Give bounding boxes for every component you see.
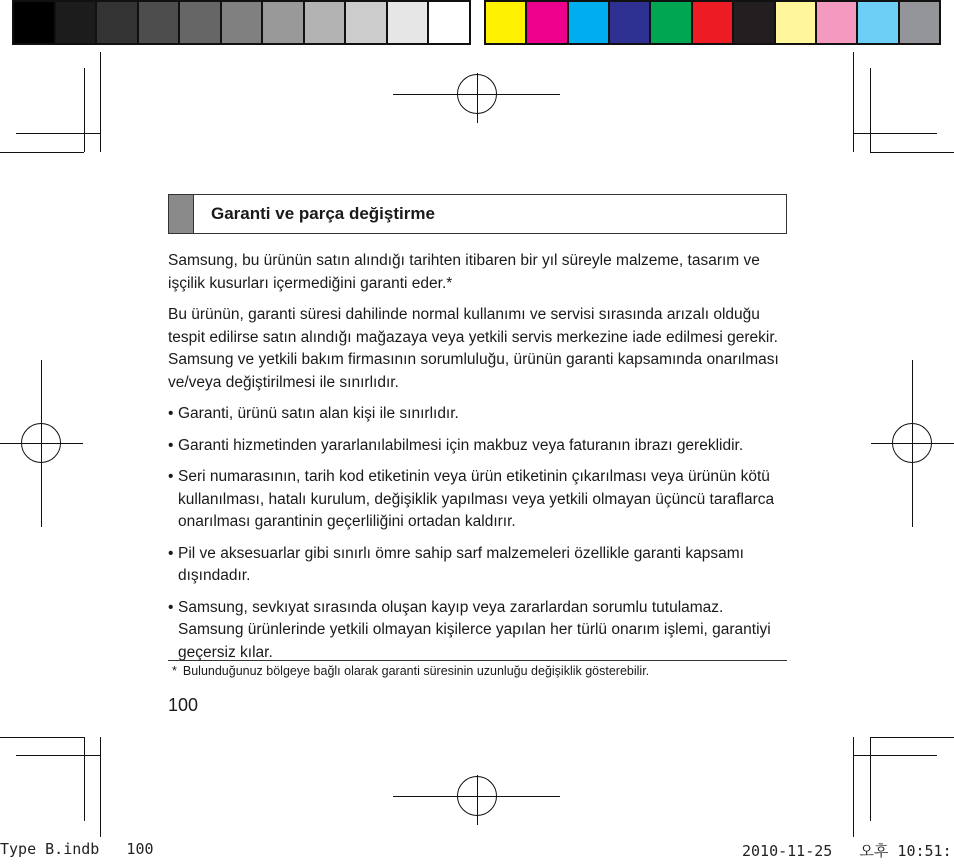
grayscale-color-bar <box>12 0 471 45</box>
footnote-divider <box>168 660 787 661</box>
section-title: Garanti ve parça değiştirme <box>211 204 435 223</box>
crop-mark-bottom-left-v2 <box>84 737 85 821</box>
list-item: • Pil ve aksesuarlar gibi sınırlı ömre sahip sarf malzemeleri özellikle garanti kapsamı dışındadır. <box>168 543 790 588</box>
crop-mark-bottom-left-h2 <box>16 755 100 756</box>
crop-mark-bottom-right-v2 <box>870 737 871 821</box>
crop-mark-top-left-h <box>0 152 84 153</box>
color-swatch <box>97 2 139 43</box>
color-swatch <box>776 2 817 43</box>
color-swatch <box>429 2 469 43</box>
footnote-text: Bulunduğunuz bölgeye bağlı olarak garanti süresinin uzunluğu değişiklik gösterebilir. <box>182 664 650 678</box>
crop-mark-top-right-v2 <box>870 68 871 152</box>
paragraph: Bu ürünün, garanti süresi dahilinde normal kullanımı ve servisi sırasında arızalı olduğu tespit edilirse satın alındığı mağazaya veya yetkili servis merkezine iade edilmesi gerekir. Samsung ve yetkili bakım firmasının sorumluluğu, ürünün garanti kapsamında onarılması ve/veya değiştirilmesi ile sınırlıdır. <box>168 306 779 391</box>
crop-mark-bottom-right-v <box>853 737 854 837</box>
color-swatch <box>263 2 305 43</box>
list-item: • Seri numarasının, tarih kod etiketinin veya ürün etiketinin çıkarılması veya ürünün kötü kullanılması, hatalı kurulum, değişiklik yapılması veya yetkili olmayan üçüncü taraflarca onarılması garantinin geçerliliğini ortadan kaldırır. <box>168 466 790 534</box>
color-swatch <box>305 2 347 43</box>
crop-mark-top-right-v <box>853 52 854 152</box>
color-swatch <box>180 2 222 43</box>
color-swatch <box>222 2 264 43</box>
color-swatch <box>610 2 651 43</box>
crop-mark-bottom-left-h <box>0 737 84 738</box>
body-content <box>168 250 790 673</box>
color-swatch <box>388 2 430 43</box>
color-swatch <box>346 2 388 43</box>
paragraph: Samsung, bu ürünün satın alındığı tarihten itibaren bir yıl süreyle malzeme, tasarım ve işçilik kusurları içermediğini garanti eder.* <box>168 252 760 292</box>
registration-right-circle-icon <box>892 423 932 463</box>
crop-mark-top-right-h2 <box>853 133 937 134</box>
crop-mark-top-right-h <box>870 152 954 153</box>
crop-mark-bottom-right-h <box>870 737 954 738</box>
slug-timestamp: 2010-11-25 오후 10:51: <box>742 842 952 860</box>
registration-left-circle-icon <box>21 423 61 463</box>
footnote-marker: * <box>172 664 177 678</box>
list-item: • Garanti hizmetinden yararlanılabilmesi için makbuz veya faturanın ibrazı gereklidir. <box>168 435 790 458</box>
crop-mark-top-left-v <box>100 52 101 152</box>
color-swatch <box>569 2 610 43</box>
color-swatch <box>56 2 98 43</box>
list-item: • Samsung, sevkıyat sırasında oluşan kayıp veya zararlardan sorumlu tutulamaz. Samsung ürünlerinde yetkili olmayan kişilerce yapılan her türlü onarım işlemi, garantiyi geçersiz kılar. <box>168 597 790 665</box>
color-swatch <box>486 2 527 43</box>
page-number: 100 <box>168 695 199 715</box>
registration-top-circle-icon <box>457 74 497 114</box>
color-swatch <box>139 2 181 43</box>
crop-mark-bottom-left-v <box>100 737 101 837</box>
list-item: • Garanti, ürünü satın alan kişi ile sınırlıdır. <box>168 403 790 426</box>
color-swatch <box>900 2 939 43</box>
color-swatch <box>527 2 568 43</box>
crop-mark-bottom-right-h2 <box>853 755 937 756</box>
color-swatch <box>858 2 899 43</box>
section-header <box>168 194 787 234</box>
registration-bottom-circle-icon <box>457 776 497 816</box>
color-swatch <box>14 2 56 43</box>
crop-mark-top-left-h2 <box>16 133 100 134</box>
color-swatch <box>734 2 775 43</box>
crop-mark-top-left-v2 <box>84 68 85 152</box>
color-swatch <box>651 2 692 43</box>
footnote <box>172 662 649 680</box>
process-color-bar <box>484 0 941 45</box>
bullet-list <box>168 403 790 664</box>
color-swatch <box>817 2 858 43</box>
section-tab-marker <box>169 195 194 233</box>
slug-file-info: Type B.indb 100 <box>0 840 154 858</box>
color-swatch <box>693 2 734 43</box>
